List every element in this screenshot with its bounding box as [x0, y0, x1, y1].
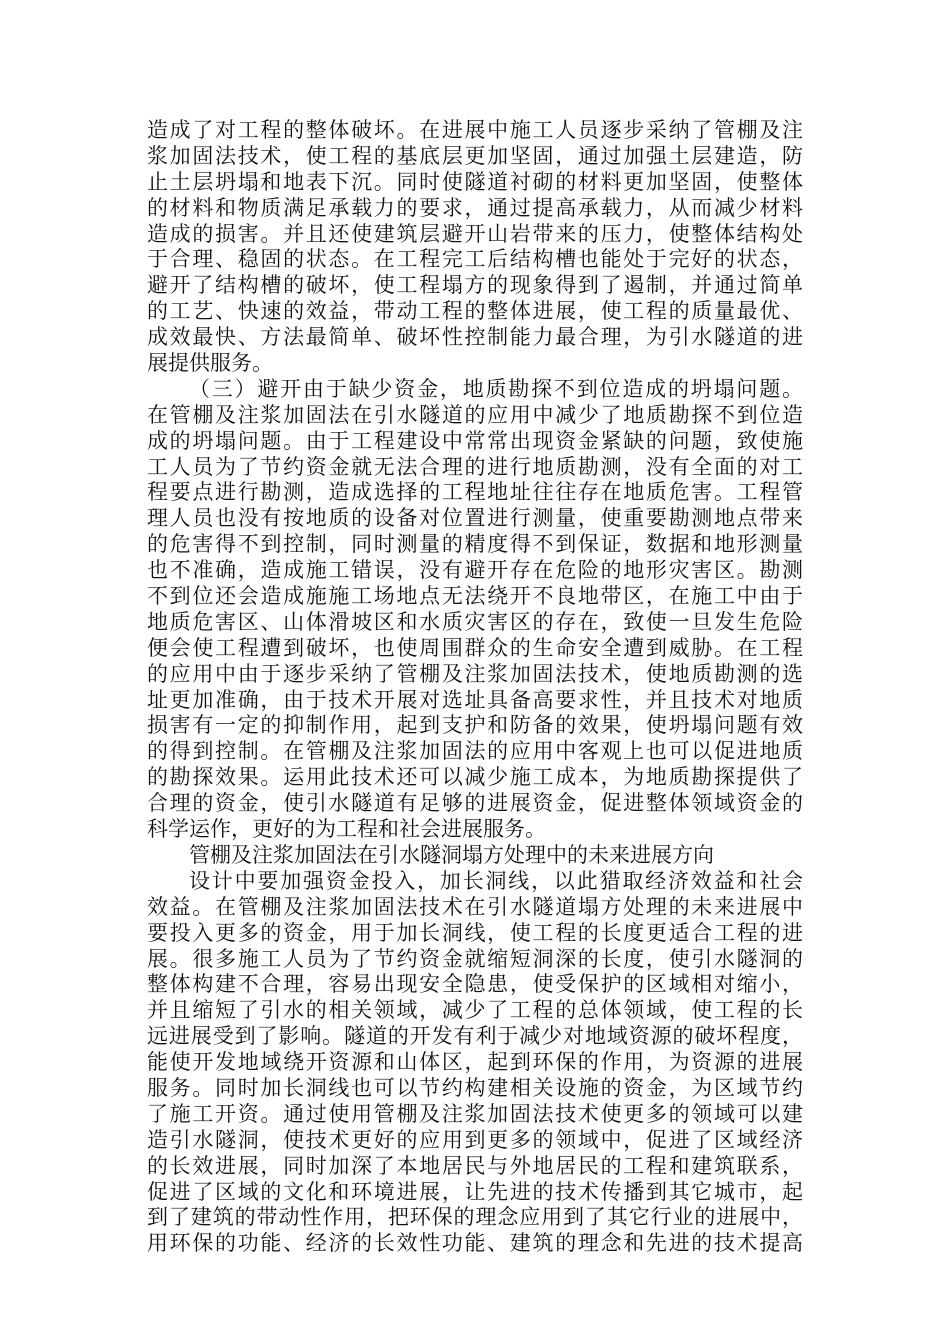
text-line: 展。很多施工人员为了节约资金就缩短洞深的长度，使引水隧洞的	[147, 946, 803, 971]
text-line: 避开了结构槽的破坏，使工程塌方的现象得到了遏制，并通过简单	[147, 273, 803, 298]
document-page	[147, 118, 803, 1257]
text-line: 展提供服务。	[147, 351, 273, 376]
text-line: 设计中要加强资金投入，加长洞线，以此猎取经济效益和社会	[189, 868, 803, 893]
text-line: 于合理、稳固的状态。在工程完工后结构槽也能处于完好的状态，	[147, 247, 803, 272]
text-line: 造引水隧洞，使技术更好的应用到更多的领域中，促进了区域经济	[147, 1127, 803, 1152]
text-line: 的材料和物质满足承载力的要求，通过提高承载力，从而减少材料	[147, 195, 803, 220]
text-line: 工人员为了节约资金就无法合理的进行地质勘测，没有全面的对工	[147, 454, 803, 479]
text-line: 理人员也没有按地质的设备对位置进行测量，使重要勘测地点带来	[147, 506, 803, 531]
text-line: 浆加固法技术，使工程的基底层更加坚固，通过加强土层建造，防	[147, 143, 803, 168]
text-line: 不到位还会造成施施工场地点无法绕开不良地带区，在施工中由于	[147, 584, 803, 609]
text-line: 的工艺、快速的效益，带动工程的整体进展，使工程的质量最优、	[147, 299, 803, 324]
text-line: 整体构建不合理，容易出现安全隐患，使受保护的区域相对缩小，	[147, 972, 803, 997]
text-line: 合理的资金，使引水隧道有足够的进展资金，促进整体领域资金的	[147, 791, 803, 816]
text-line: 成的坍塌问题。由于工程建设中常常出现资金紧缺的问题，致使施	[147, 428, 803, 453]
text-line: 造成的损害。并且还使建筑层避开山岩带来的压力，使整体结构处	[147, 221, 803, 246]
text-line: 的勘探效果。运用此技术还可以减少施工成本，为地质勘探提供了	[147, 765, 803, 790]
text-line: 的得到控制。在管棚及注浆加固法的应用中客观上也可以促进地质	[147, 739, 803, 764]
text-line: 程要点进行勘测，造成选择的工程地址往往存在地质危害。工程管	[147, 480, 803, 505]
text-line: 址更加准确，由于技术开展对选址具备高要求性，并且技术对地质	[147, 687, 803, 712]
text-line: 损害有一定的抑制作用，起到支护和防备的效果，使坍塌问题有效	[147, 713, 803, 738]
text-line: 效益。在管棚及注浆加固法技术在引水隧道塌方处理的未来进展中	[147, 894, 803, 919]
text-line: 管棚及注浆加固法在引水隧洞塌方处理中的未来进展方向	[189, 842, 714, 867]
text-line: 用环保的功能、经济的长效性功能、建筑的理念和先进的技术提高	[147, 1231, 803, 1256]
text-line: 科学运作，更好的为工程和社会进展服务。	[147, 817, 546, 842]
text-line: 的长效进展，同时加深了本地居民与外地居民的工程和建筑联系，	[147, 1153, 803, 1178]
text-line: 并且缩短了引水的相关领域，减少了工程的总体领域，使工程的长	[147, 998, 803, 1023]
text-line: 造成了对工程的整体破坏。在进展中施工人员逐步采纳了管棚及注	[147, 118, 803, 142]
text-line: 促进了区域的文化和环境进展，让先进的技术传播到其它城市，起	[147, 1179, 803, 1204]
text-line: 止土层坍塌和地表下沉。同时使隧道衬砌的材料更加坚固，使整体	[147, 169, 803, 194]
text-line: 要投入更多的资金，用于加长洞线，使工程的长度更适合工程的进	[147, 920, 803, 945]
text-line: 成效最快、方法最简单、破坏性控制能力最合理，为引水隧道的进	[147, 325, 803, 350]
text-line: 了施工开资。通过使用管棚及注浆加固法技术使更多的领域可以建	[147, 1101, 803, 1126]
text-line: 到了建筑的带动性作用，把环保的理念应用到了其它行业的进展中，	[147, 1205, 803, 1230]
text-line: 在管棚及注浆加固法在引水隧道的应用中减少了地质勘探不到位造	[147, 402, 803, 427]
text-line: 的危害得不到控制，同时测量的精度得不到保证，数据和地形测量	[147, 532, 803, 557]
text-line: 便会使工程遭到破坏，也使周围群众的生命安全遭到威胁。在工程	[147, 635, 803, 660]
text-line: （三）避开由于缺少资金，地质勘探不到位造成的坍塌问题。	[189, 376, 803, 401]
text-line: 也不准确，造成施工错误，没有避开存在危险的地形灾害区。勘测	[147, 558, 803, 583]
text-line: 能使开发地域绕开资源和山体区，起到环保的作用，为资源的进展	[147, 1050, 803, 1075]
text-line: 服务。同时加长洞线也可以节约构建相关设施的资金，为区域节约	[147, 1075, 803, 1100]
text-line: 地质危害区、山体滑坡区和水质灾害区的存在，致使一旦发生危险	[147, 609, 803, 634]
text-line: 远进展受到了影响。隧道的开发有利于减少对地域资源的破坏程度，	[147, 1024, 803, 1049]
text-line: 的应用中由于逐步采纳了管棚及注浆加固法技术，使地质勘测的选	[147, 661, 803, 686]
